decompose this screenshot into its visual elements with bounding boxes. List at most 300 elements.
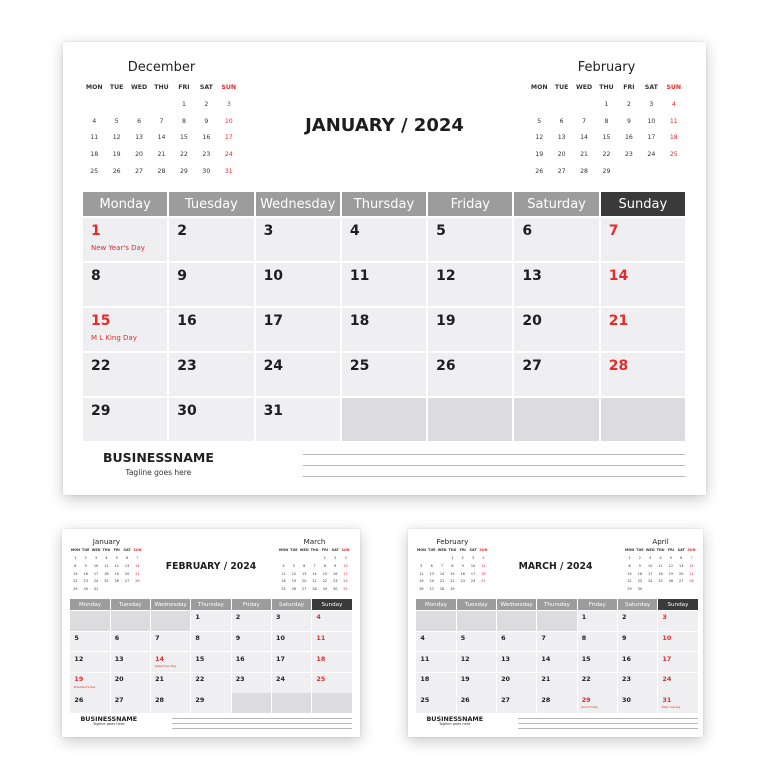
mini-day: 17: [470, 571, 476, 576]
day-cell[interactable]: [342, 263, 426, 306]
day-number: 29: [91, 403, 111, 419]
mini-day: 28: [689, 579, 694, 584]
mini-day: [618, 168, 640, 185]
mini-day: 27: [429, 587, 434, 592]
day-number: 2: [622, 613, 627, 622]
day-cell[interactable]: [658, 652, 698, 672]
day-cell[interactable]: [70, 693, 110, 713]
day-cell[interactable]: [618, 652, 658, 672]
empty-day-cell: [342, 398, 426, 441]
day-cell[interactable]: [514, 308, 598, 351]
mini-day: 28: [157, 167, 166, 175]
day-number: 3: [276, 613, 281, 622]
day-cell[interactable]: [601, 308, 685, 351]
mini-day-header: SAT: [199, 84, 213, 91]
day-number: 8: [91, 268, 101, 284]
mini-day: 20: [429, 579, 434, 584]
day-cell[interactable]: [70, 632, 110, 652]
day-cell[interactable]: [256, 308, 340, 351]
mini-day: 24: [343, 579, 348, 584]
day-number: 29: [195, 695, 205, 704]
mini-day: 18: [104, 571, 109, 576]
mini-day: 22: [627, 579, 632, 584]
day-cell[interactable]: [578, 693, 618, 713]
mini-day: 13: [679, 563, 684, 568]
day-cell[interactable]: [514, 263, 598, 306]
day-cell[interactable]: [658, 611, 698, 631]
day-cell[interactable]: [232, 611, 272, 631]
day-cell[interactable]: [416, 632, 456, 652]
day-cell[interactable]: [428, 353, 512, 396]
day-number: 9: [235, 633, 241, 642]
mini-day-header: MON: [278, 548, 289, 553]
day-cell[interactable]: [191, 632, 231, 652]
mini-day-header: SAT: [677, 548, 685, 553]
day-number: 7: [541, 633, 546, 642]
mini-day: 19: [291, 579, 297, 584]
day-cell[interactable]: [601, 218, 685, 261]
mini-day: 13: [135, 134, 143, 142]
mini-day: [478, 587, 488, 595]
day-cell[interactable]: [272, 611, 312, 631]
mini-day: 23: [460, 579, 465, 584]
day-cell[interactable]: [169, 308, 253, 351]
day-number: 15: [581, 654, 591, 663]
empty-day-cell: [601, 398, 685, 441]
day-number: 9: [622, 633, 627, 642]
mini-day: 21: [689, 571, 694, 576]
day-cell[interactable]: [537, 673, 577, 693]
mini-day: 9: [626, 117, 631, 125]
day-number: 12: [460, 654, 470, 663]
day-cell[interactable]: [497, 652, 537, 672]
mini-day: 19: [419, 579, 424, 584]
day-number: 8: [195, 633, 200, 642]
day-number: 15: [195, 654, 205, 663]
day-number: 14: [155, 654, 164, 663]
day-number: 1: [195, 613, 200, 622]
day-cell[interactable]: [83, 398, 167, 441]
day-number: 14: [608, 268, 629, 284]
mini-day: 5: [115, 556, 118, 561]
mini-day: 23: [202, 151, 211, 159]
day-number: 6: [522, 223, 533, 239]
day-cell[interactable]: [457, 652, 497, 672]
mini-day: 26: [291, 587, 297, 592]
mini-day: 13: [124, 563, 130, 568]
empty-day-cell: [537, 611, 577, 631]
day-cell[interactable]: [537, 632, 577, 652]
day-cell[interactable]: [312, 611, 352, 631]
day-cell[interactable]: [497, 673, 537, 693]
day-number: 2: [177, 223, 188, 239]
mini-day: 1: [628, 556, 631, 561]
day-cell[interactable]: [272, 632, 312, 652]
mini-day: 4: [105, 556, 108, 561]
day-cell[interactable]: [578, 611, 618, 631]
day-header-saturday: Saturday: [272, 599, 312, 610]
empty-day-cell: [457, 611, 497, 631]
day-cell[interactable]: [191, 673, 231, 693]
day-header-thursday: Thursday: [537, 599, 577, 610]
day-number: 27: [501, 695, 510, 704]
day-cell[interactable]: [83, 353, 167, 396]
mini-day: 22: [602, 151, 611, 159]
holiday-label: M L King Day: [91, 334, 137, 342]
holiday-label: Good Friday: [581, 705, 598, 710]
mini-day-header: THU: [448, 548, 457, 553]
mini-day: 26: [114, 579, 119, 584]
day-cell[interactable]: [618, 673, 658, 693]
mini-calendar-title: February: [577, 60, 636, 75]
day-cell[interactable]: [70, 652, 110, 672]
mini-day-header: FRI: [113, 548, 120, 553]
day-number: 7: [608, 223, 619, 239]
day-cell[interactable]: [256, 218, 340, 261]
mini-day: 5: [669, 556, 672, 561]
mini-day-header: MON: [85, 84, 103, 91]
day-cell[interactable]: [416, 673, 456, 693]
day-cell[interactable]: [169, 218, 253, 261]
mini-day: 10: [647, 117, 656, 125]
mini-day: 19: [535, 151, 544, 159]
day-cell[interactable]: [151, 632, 191, 652]
mini-day: 27: [124, 579, 130, 584]
month-title: MARCH / 2024: [518, 560, 593, 572]
day-cell[interactable]: [83, 263, 167, 306]
day-number: 25: [349, 358, 370, 374]
mini-day: 18: [658, 571, 663, 576]
day-number: 28: [155, 695, 164, 704]
month-grid: [83, 192, 685, 441]
day-number: 19: [74, 675, 84, 684]
day-cell[interactable]: [83, 218, 167, 261]
mini-day: 24: [93, 579, 99, 584]
day-cell[interactable]: [169, 398, 253, 441]
day-cell[interactable]: [428, 308, 512, 351]
mini-day: 11: [90, 134, 99, 142]
mini-day: [101, 587, 111, 595]
mini-day: 4: [671, 100, 676, 108]
empty-day-cell: [272, 693, 312, 713]
day-cell[interactable]: [658, 673, 698, 693]
day-cell[interactable]: [256, 353, 340, 396]
day-number: 30: [177, 403, 197, 419]
mini-day: 6: [303, 563, 306, 568]
mini-day: 2: [638, 556, 641, 561]
day-number: 20: [501, 675, 510, 684]
day-cell[interactable]: [342, 218, 426, 261]
mini-day: 29: [627, 587, 632, 592]
day-cell[interactable]: [428, 218, 512, 261]
mini-day: 28: [312, 587, 317, 592]
day-cell[interactable]: [416, 693, 456, 713]
mini-day: 29: [322, 587, 328, 592]
mini-day: 24: [648, 579, 653, 584]
mini-day-header: FRI: [459, 548, 466, 553]
mini-day-header: SAT: [644, 84, 658, 91]
day-number: 24: [263, 358, 284, 374]
day-number: 21: [608, 313, 629, 329]
day-header-sunday: Sunday: [312, 599, 352, 610]
day-header-wednesday: Wednesday: [497, 599, 537, 610]
day-number: 8: [581, 633, 587, 642]
mini-day: 18: [669, 134, 678, 142]
mini-day: 9: [334, 563, 337, 568]
mini-day: 13: [302, 571, 307, 576]
day-number: 18: [420, 675, 430, 684]
mini-day: 22: [450, 579, 455, 584]
mini-day: [458, 587, 468, 595]
mini-day: 15: [73, 571, 78, 576]
day-number: 23: [235, 675, 245, 684]
mini-day: 30: [637, 587, 643, 592]
mini-day: 19: [114, 571, 119, 576]
day-number: 23: [177, 358, 197, 374]
day-cell[interactable]: [537, 693, 577, 713]
day-number: 1: [91, 223, 101, 239]
day-number: 20: [522, 313, 542, 329]
day-cell[interactable]: [256, 263, 340, 306]
day-number: 22: [91, 358, 111, 374]
mini-day-header: MON: [70, 548, 80, 553]
day-cell[interactable]: [70, 673, 110, 693]
mini-day: 25: [669, 151, 678, 159]
day-cell[interactable]: [312, 652, 352, 672]
mini-day: 7: [136, 556, 139, 561]
mini-day: 14: [135, 563, 140, 568]
mini-day: 9: [204, 117, 209, 125]
holiday-label: Valentine's Day: [154, 664, 177, 669]
mini-day: 17: [343, 571, 348, 576]
day-number: 5: [74, 633, 79, 642]
day-number: 22: [581, 675, 591, 684]
day-cell[interactable]: [232, 673, 272, 693]
day-cell[interactable]: [601, 353, 685, 396]
day-cell[interactable]: [457, 632, 497, 652]
day-cell[interactable]: [618, 611, 658, 631]
day-number: 17: [276, 654, 285, 663]
mini-day: 26: [419, 587, 424, 592]
day-number: 13: [114, 654, 124, 663]
mini-day: 27: [679, 579, 684, 584]
day-cell[interactable]: [111, 693, 151, 713]
day-cell[interactable]: [191, 652, 231, 672]
day-cell[interactable]: [256, 398, 340, 441]
day-cell[interactable]: [457, 693, 497, 713]
mini-day: 29: [602, 167, 611, 175]
mini-day-header: SUN: [133, 548, 142, 553]
mini-day: 8: [323, 563, 326, 568]
mini-day: 1: [451, 556, 454, 561]
day-cell[interactable]: [457, 673, 497, 693]
day-cell[interactable]: [578, 652, 618, 672]
mini-day: 12: [112, 134, 121, 142]
month-title: FEBRUARY / 2024: [165, 560, 257, 572]
mini-day: 24: [470, 579, 476, 584]
day-cell[interactable]: [272, 652, 312, 672]
mini-day: [663, 168, 685, 185]
mini-day: 14: [580, 134, 588, 142]
day-cell[interactable]: [191, 611, 231, 631]
day-number: 4: [316, 613, 321, 622]
day-cell[interactable]: [342, 353, 426, 396]
day-cell[interactable]: [601, 263, 685, 306]
mini-day-header: SAT: [331, 548, 339, 553]
day-cell[interactable]: [232, 652, 272, 672]
note-line: [303, 465, 685, 466]
mini-day: 12: [114, 563, 119, 568]
day-cell[interactable]: [497, 693, 537, 713]
mini-day: 1: [323, 556, 326, 561]
day-cell[interactable]: [151, 693, 191, 713]
day-number: 24: [276, 675, 285, 684]
mini-day: 21: [439, 579, 445, 584]
mini-day-header: TUE: [290, 548, 298, 553]
mini-day: 27: [302, 587, 307, 592]
mini-day: 17: [648, 571, 653, 576]
day-cell[interactable]: [514, 353, 598, 396]
mini-day: 8: [181, 117, 186, 125]
mini-day: 5: [420, 563, 423, 568]
day-cell[interactable]: [169, 353, 253, 396]
month-grid: [70, 599, 352, 713]
note-line: [518, 723, 698, 724]
day-number: 27: [522, 358, 542, 374]
mini-day: 10: [343, 563, 348, 568]
mini-day: [122, 587, 132, 595]
mini-day: 5: [114, 117, 119, 125]
day-cell[interactable]: [191, 693, 231, 713]
mini-day: 14: [439, 571, 445, 576]
note-line: [172, 718, 352, 719]
day-number: 28: [608, 358, 629, 374]
empty-day-cell: [514, 398, 598, 441]
mini-day: 2: [204, 100, 209, 108]
mini-day: 9: [84, 563, 87, 568]
day-cell[interactable]: [83, 308, 167, 351]
day-header-friday: Friday: [578, 599, 618, 610]
day-cell[interactable]: [312, 632, 352, 652]
mini-day: [686, 587, 696, 595]
holiday-label: New Year's Day: [91, 244, 145, 252]
mini-day: 3: [94, 556, 98, 561]
day-cell[interactable]: [342, 308, 426, 351]
mini-day: 8: [604, 117, 609, 125]
empty-day-cell: [497, 611, 537, 631]
empty-day-cell: [312, 693, 352, 713]
mini-day-header: SUN: [479, 548, 488, 553]
day-number: 10: [662, 633, 672, 642]
mini-day: 27: [135, 167, 143, 175]
day-number: 19: [460, 675, 470, 684]
day-number: 6: [501, 633, 506, 642]
day-header-thursday: Thursday: [342, 192, 426, 216]
mini-day: 2: [461, 556, 464, 561]
mini-day: 11: [669, 117, 678, 125]
day-number: 4: [420, 633, 425, 642]
mini-day: 20: [124, 571, 130, 576]
day-cell[interactable]: [618, 693, 658, 713]
mini-day: 1: [181, 100, 186, 108]
day-cell[interactable]: [416, 652, 456, 672]
mini-calendar-title: April: [652, 537, 669, 547]
day-number: 14: [541, 654, 551, 663]
day-cell[interactable]: [428, 263, 512, 306]
day-cell[interactable]: [312, 673, 352, 693]
day-cell[interactable]: [658, 693, 698, 713]
mini-day: 16: [624, 134, 633, 142]
day-cell[interactable]: [514, 218, 598, 261]
mini-day-header: TUE: [109, 84, 124, 91]
mini-day: 3: [226, 100, 231, 108]
mini-day: 19: [668, 571, 674, 576]
day-number: 2: [235, 613, 241, 622]
mini-day: 12: [535, 134, 544, 142]
day-header-thursday: Thursday: [191, 599, 231, 610]
day-cell[interactable]: [578, 673, 618, 693]
mini-day: 22: [322, 579, 328, 584]
day-number: 17: [263, 313, 284, 329]
mini-day: 10: [93, 563, 99, 568]
business-name: BUSINESSNAME: [426, 715, 484, 724]
mini-day: [655, 587, 665, 595]
day-number: 13: [522, 268, 542, 284]
day-cell[interactable]: [111, 673, 151, 693]
mini-day: 5: [537, 117, 542, 125]
day-number: 15: [91, 313, 111, 329]
mini-day: 18: [90, 151, 99, 159]
mini-day-header: SUN: [341, 548, 350, 553]
day-cell[interactable]: [497, 632, 537, 652]
day-cell[interactable]: [111, 632, 151, 652]
mini-day: 17: [647, 134, 656, 142]
mini-day-header: MON: [530, 84, 548, 91]
day-number: 26: [436, 358, 456, 374]
mini-day: [676, 587, 686, 595]
day-cell[interactable]: [111, 652, 151, 672]
mini-day: 6: [125, 556, 129, 561]
empty-day-cell: [111, 611, 151, 631]
day-cell[interactable]: [537, 652, 577, 672]
calendar-sheet-january: [63, 42, 706, 495]
empty-day-cell: [428, 398, 512, 441]
day-cell[interactable]: [272, 673, 312, 693]
mini-day: 14: [312, 571, 317, 576]
mini-day: 28: [439, 587, 445, 592]
day-cell[interactable]: [578, 632, 618, 652]
mini-day: 16: [333, 571, 338, 576]
mini-day: 12: [419, 571, 424, 576]
day-number: 16: [622, 654, 631, 663]
mini-day: 2: [84, 556, 87, 561]
day-header-tuesday: Tuesday: [457, 599, 497, 610]
day-cell[interactable]: [151, 652, 191, 672]
mini-day-header: SAT: [123, 548, 131, 553]
day-cell[interactable]: [169, 263, 253, 306]
mini-day: 22: [179, 151, 188, 159]
day-cell[interactable]: [151, 673, 191, 693]
day-cell[interactable]: [618, 632, 658, 652]
day-number: 1: [581, 613, 587, 622]
mini-day: 17: [224, 134, 233, 142]
mini-day: 7: [313, 563, 316, 568]
mini-day-header: WED: [130, 84, 148, 91]
mini-day: 21: [135, 571, 140, 576]
day-cell[interactable]: [658, 632, 698, 652]
day-number: 11: [349, 268, 370, 284]
day-cell[interactable]: [232, 632, 272, 652]
